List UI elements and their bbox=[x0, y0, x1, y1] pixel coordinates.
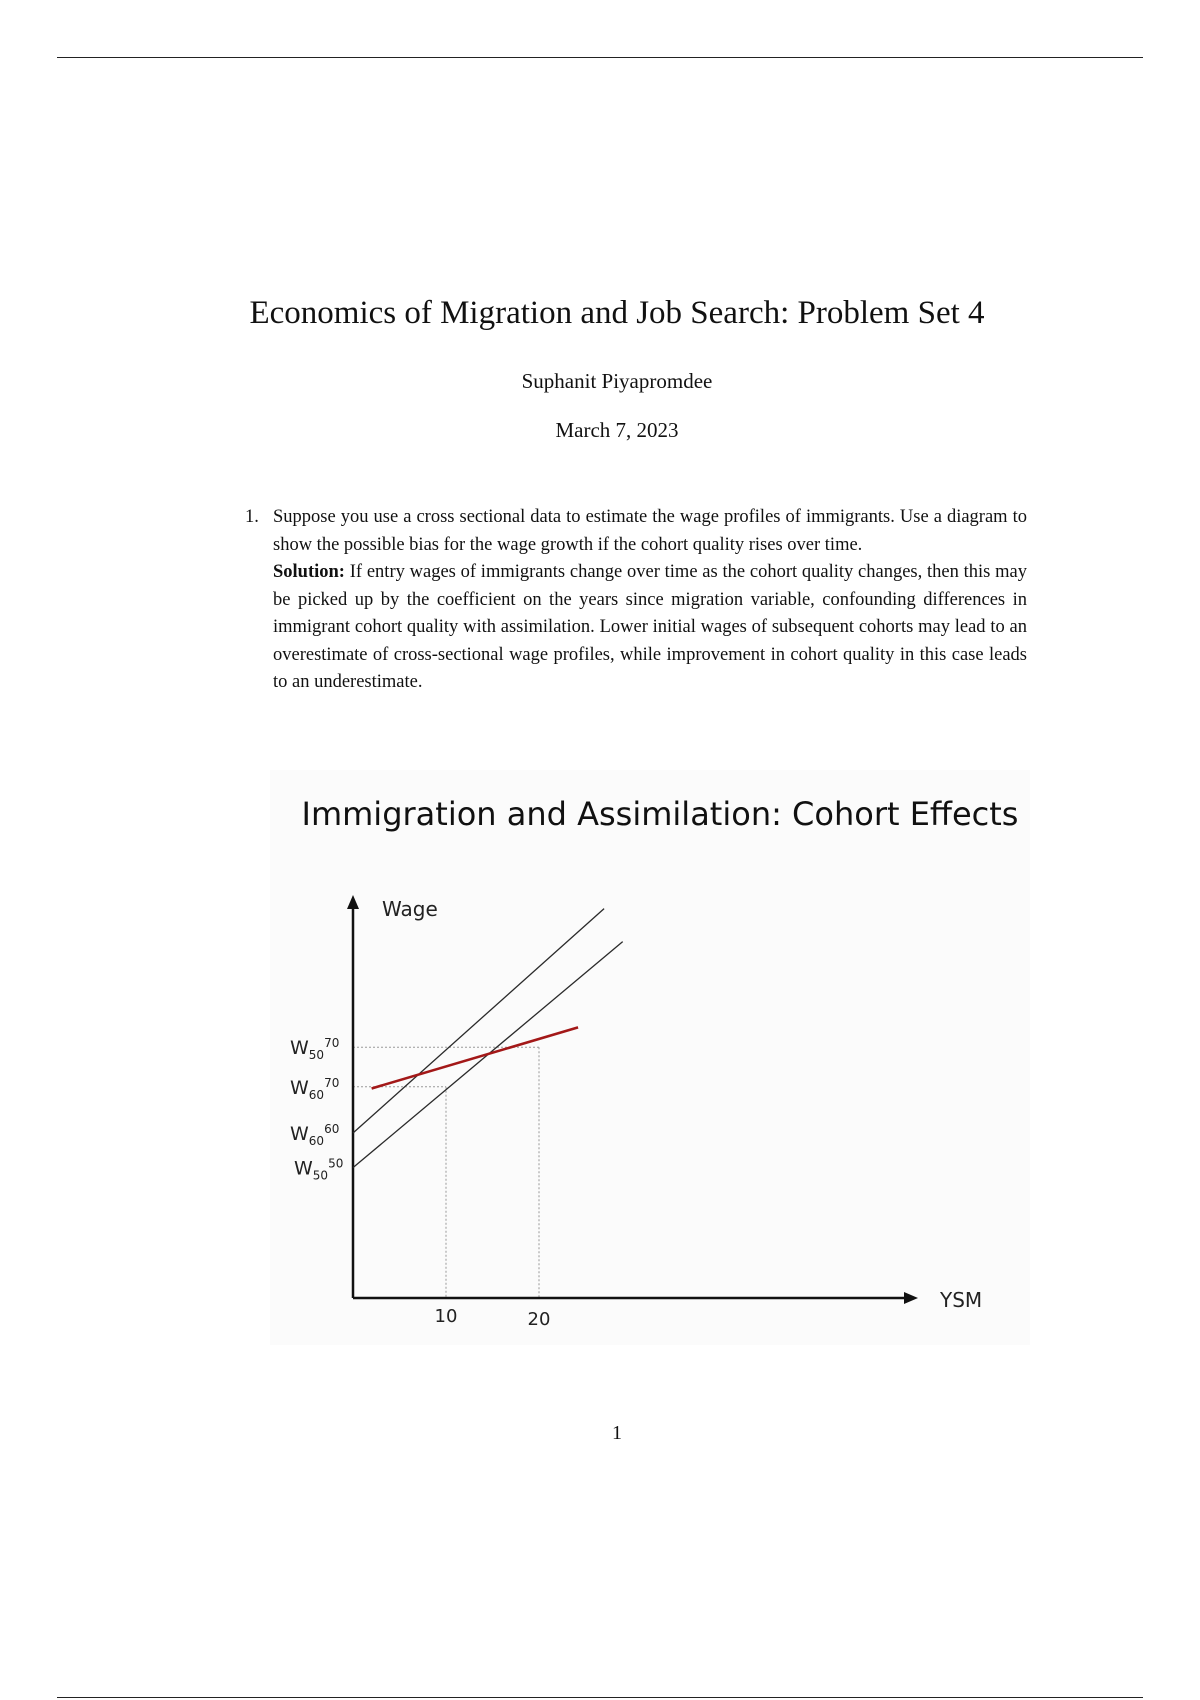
y-value-label-0: $W_{50}^{70}$ bbox=[290, 1036, 340, 1063]
cohort-effects-chart bbox=[270, 770, 1030, 1345]
y-value-label-2: $W_{60}^{60}$ bbox=[290, 1122, 340, 1148]
solution-text: If entry wages of immigrants change over time as the cohort quality changes, then this may be picked up by the coefficient on the years since migration variable, confounding differences in immigrant cohort quality with assimilation. Lower initial wages of subsequent cohorts may lead to an overestimate of cross-sectional wage profiles, while improvement in cohort quality in this case leads to an underestimate. bbox=[273, 562, 1027, 692]
y-axis-label: Wage bbox=[382, 897, 438, 921]
x-tick-labels bbox=[435, 1306, 551, 1330]
problem-number: 1. bbox=[245, 507, 259, 527]
x-tick-label-10: 10 bbox=[434, 1306, 458, 1327]
problem-question: Suppose you use a cross sectional data to estimate the wage profiles of immigrants. Use a diagram to show the possible bias for the wage growth if the cohort quality rises over time. bbox=[273, 507, 1027, 555]
y-value-label-3: $W_{50}^{50}$ bbox=[294, 1156, 344, 1183]
problem-1 bbox=[245, 504, 1027, 697]
document-title: Economics of Migration and Job Search: Problem Set 4 bbox=[249, 295, 985, 331]
bottom-rule bbox=[57, 1697, 1143, 1698]
y-axis-arrow bbox=[347, 895, 359, 909]
x-axis-label: YSM bbox=[940, 1288, 983, 1312]
problem-body bbox=[273, 504, 1027, 697]
cohort-1960-line bbox=[353, 909, 604, 1133]
y-value-label-1: $W_{60}^{70}$ bbox=[290, 1075, 340, 1102]
x-axis-arrow bbox=[904, 1292, 918, 1304]
solution-label: Solution: bbox=[273, 562, 345, 582]
x-tick-label-20: 20 bbox=[527, 1309, 551, 1330]
top-rule bbox=[57, 57, 1143, 58]
document-date: March 7, 2023 bbox=[555, 418, 679, 442]
y-value-labels bbox=[290, 1036, 343, 1182]
document-author: Suphanit Piyapromdee bbox=[521, 369, 713, 393]
page-number: 1 bbox=[612, 1422, 622, 1444]
cohort-effects-figure bbox=[270, 770, 1030, 1345]
chart-title: Immigration and Assimilation: Cohort Effects bbox=[301, 795, 1019, 833]
cross-section-line bbox=[372, 1027, 578, 1088]
series-lines bbox=[353, 909, 623, 1168]
